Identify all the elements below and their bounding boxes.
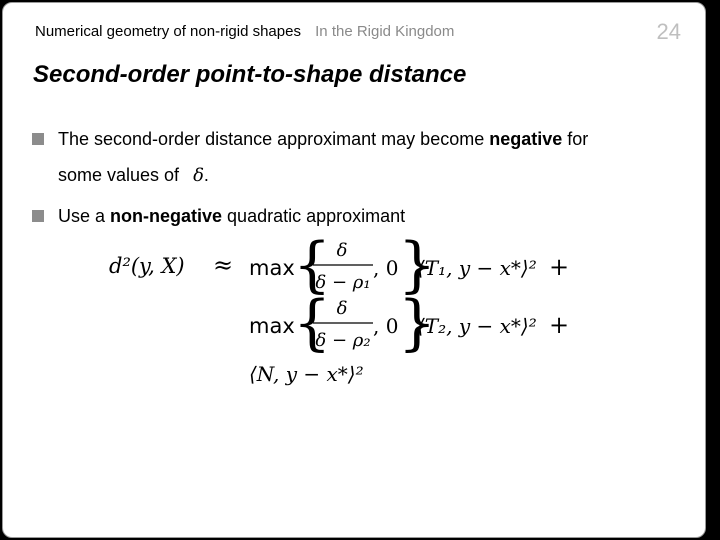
normal-term: ⟨N, y − x*⟩² <box>249 362 364 386</box>
left-brace: { <box>293 230 332 300</box>
page-number: 24 <box>656 19 681 44</box>
fraction-denominator: δ − ρ₂ <box>315 330 371 351</box>
zero-term: , 0 <box>373 314 399 338</box>
section-title: In the Rigid Kingdom <box>315 23 455 40</box>
equation-lhs: d²(y, X) <box>109 254 185 278</box>
plus-sign: + <box>549 253 570 281</box>
inner-product: ⟨T₂, y − x*⟩² <box>417 314 537 338</box>
inner-product: ⟨T₁, y − x*⟩² <box>417 256 537 280</box>
equation-row <box>249 288 569 358</box>
right-brace: } <box>398 230 437 300</box>
bullet-item: Use a non-negative quadratic approximant <box>31 198 681 234</box>
fraction-numerator: δ <box>336 240 348 261</box>
bullet-item: The second-order distance approximant may become negative for some values of δ. <box>31 121 681 194</box>
plus-sign: + <box>549 311 570 339</box>
emphasis-negative: negative <box>489 129 563 149</box>
fraction-numerator: δ <box>336 298 348 319</box>
equation <box>3 3 706 538</box>
slide-panel <box>2 2 706 538</box>
max-operator: max <box>249 314 295 338</box>
max-operator: max <box>249 256 295 280</box>
zero-term: , 0 <box>373 256 399 280</box>
course-title: Numerical geometry of non-rigid shapes <box>35 23 301 40</box>
fraction-denominator: δ − ρ₁ <box>315 272 371 293</box>
delta-symbol: δ <box>193 165 204 186</box>
left-brace: { <box>293 288 332 358</box>
right-brace: } <box>398 288 437 358</box>
slide-title: Second-order point-to-shape distance <box>33 61 467 88</box>
emphasis-non-negative: non-negative <box>110 206 223 226</box>
approx-symbol: ≈ <box>213 251 234 279</box>
